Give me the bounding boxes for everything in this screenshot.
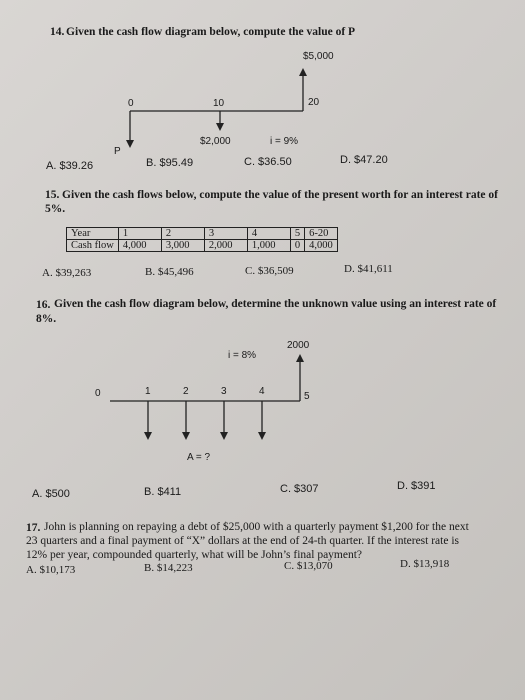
q15-cell: 4 <box>247 228 290 240</box>
q16-tick-5: 5 <box>304 391 310 402</box>
q15-cell: 2 <box>161 228 204 240</box>
q15-cell: 4,000 <box>118 240 161 252</box>
q16-tick-0: 0 <box>95 388 101 399</box>
q15-cell: Cash flow <box>67 240 119 252</box>
q16-prompt-line2: 8%. <box>36 313 57 325</box>
q15-prompt-line1: Given the cash flows below, compute the value of the present worth for an interest rate of <box>62 189 498 201</box>
q14-prompt: Given the cash flow diagram below, compute the value of P <box>66 26 356 38</box>
q16-a-arrowhead-4 <box>258 432 266 440</box>
q16-top-amount: 2000 <box>287 340 310 351</box>
q16-tick-3: 3 <box>221 386 227 397</box>
q15-cell: 3,000 <box>161 240 204 252</box>
q15-cell: 1,000 <box>247 240 290 252</box>
q16-option-c: C. $307 <box>280 483 319 495</box>
q17-number: 17. <box>26 522 41 534</box>
q15-cell: 3 <box>204 228 247 240</box>
q16-number: 16. <box>36 299 51 311</box>
q16-rate: i = 8% <box>228 350 257 361</box>
q15-cell: 0 <box>290 240 304 252</box>
q17-prompt-line2: 23 quarters and a final payment of “X” dollars at the end of 24-th quarter. If the interest rate is <box>26 535 460 547</box>
q16-tick-4: 4 <box>259 386 265 397</box>
q16-option-d: D. $391 <box>397 480 436 492</box>
q16-annuity-label: A = ? <box>187 452 211 463</box>
q14-tick-20: 20 <box>308 97 320 108</box>
q14-mid-amount: $2,000 <box>200 136 231 147</box>
q15-cell: 2,000 <box>204 240 247 252</box>
q14-option-d: D. $47.20 <box>340 154 388 166</box>
q15-option-b: B. $45,496 <box>145 266 194 278</box>
q16-a-arrowhead-2 <box>182 432 190 440</box>
q14-p-label: P <box>114 146 121 157</box>
q15-cell: 1 <box>118 228 161 240</box>
q15-cell: 6-20 <box>305 228 338 240</box>
q15-option-c: C. $36,509 <box>245 265 294 277</box>
q14-option-a: A. $39.26 <box>46 160 94 172</box>
q15-option-d: D. $41,611 <box>344 263 393 275</box>
q14-tick-10: 10 <box>213 98 225 109</box>
q17-option-d: D. $13,918 <box>400 558 450 570</box>
q17-prompt-line3: 12% per year, compounded quarterly, what will be John’s final payment? <box>26 549 363 561</box>
q15-cell: 5 <box>290 228 304 240</box>
q14-rate: i = 9% <box>270 136 299 147</box>
q15-prompt-line2: 5%. <box>45 203 66 215</box>
q16-tick-2: 2 <box>183 386 189 397</box>
q14-option-b: B. $95.49 <box>146 157 194 169</box>
q17-prompt-line1: John is planning on repaying a debt of $25,000 with a quarterly payment $1,200 for the next <box>44 521 469 533</box>
q16-a-arrowhead-3 <box>220 432 228 440</box>
q17-option-c: C. $13,070 <box>284 560 333 572</box>
q14-tick-0: 0 <box>128 98 134 109</box>
q15-cell: Year <box>67 228 119 240</box>
q17-option-b: B. $14,223 <box>144 562 193 574</box>
q16-prompt-line1: Given the cash flow diagram below, determine the unknown value using an interest rate of <box>54 298 497 310</box>
q14-option-c: C. $36.50 <box>244 156 292 168</box>
q15-option-a: A. $39,263 <box>42 267 92 279</box>
q16-tick-1: 1 <box>145 386 151 397</box>
q14-number: 14. <box>50 26 65 38</box>
q15-cell: 4,000 <box>305 240 338 252</box>
q15-number: 15. <box>45 189 60 201</box>
q16-option-b: B. $411 <box>144 486 182 498</box>
q17-option-a: A. $10,173 <box>26 564 76 576</box>
q16-option-a: A. $500 <box>32 488 70 500</box>
q14-top-amount: $5,000 <box>303 51 334 62</box>
q16-a-arrowhead-1 <box>144 432 152 440</box>
q16-2000-arrowhead <box>296 354 304 362</box>
